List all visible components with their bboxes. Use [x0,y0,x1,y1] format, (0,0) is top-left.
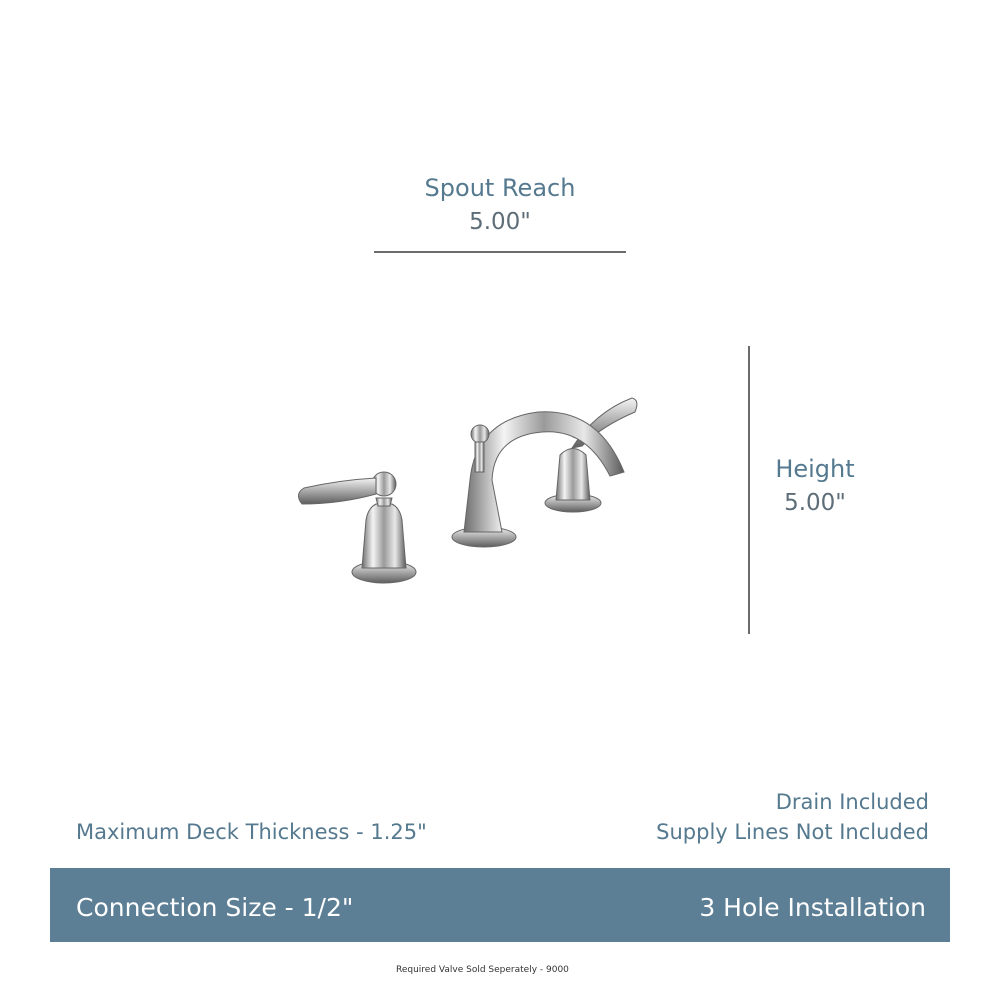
spec-banner [50,868,950,942]
faucet-icon [280,380,660,600]
deck-thickness-spec: Maximum Deck Thickness - 1.25" [76,820,427,844]
height-label: Height [775,455,855,483]
spout-reach-label: Spout Reach [424,174,576,202]
height-dimension-line [748,346,750,634]
height-value: 5.00" [784,490,846,516]
supply-lines-spec: Supply Lines Not Included [656,820,929,844]
footnote: Required Valve Sold Seperately - 9000 [396,965,569,975]
spout-reach-value: 5.00" [469,209,531,235]
spout-reach-dimension-line [374,251,626,253]
installation-type: 3 Hole Installation [699,893,926,922]
drain-spec: Drain Included [775,790,929,814]
connection-size: Connection Size - 1/2" [76,893,354,922]
